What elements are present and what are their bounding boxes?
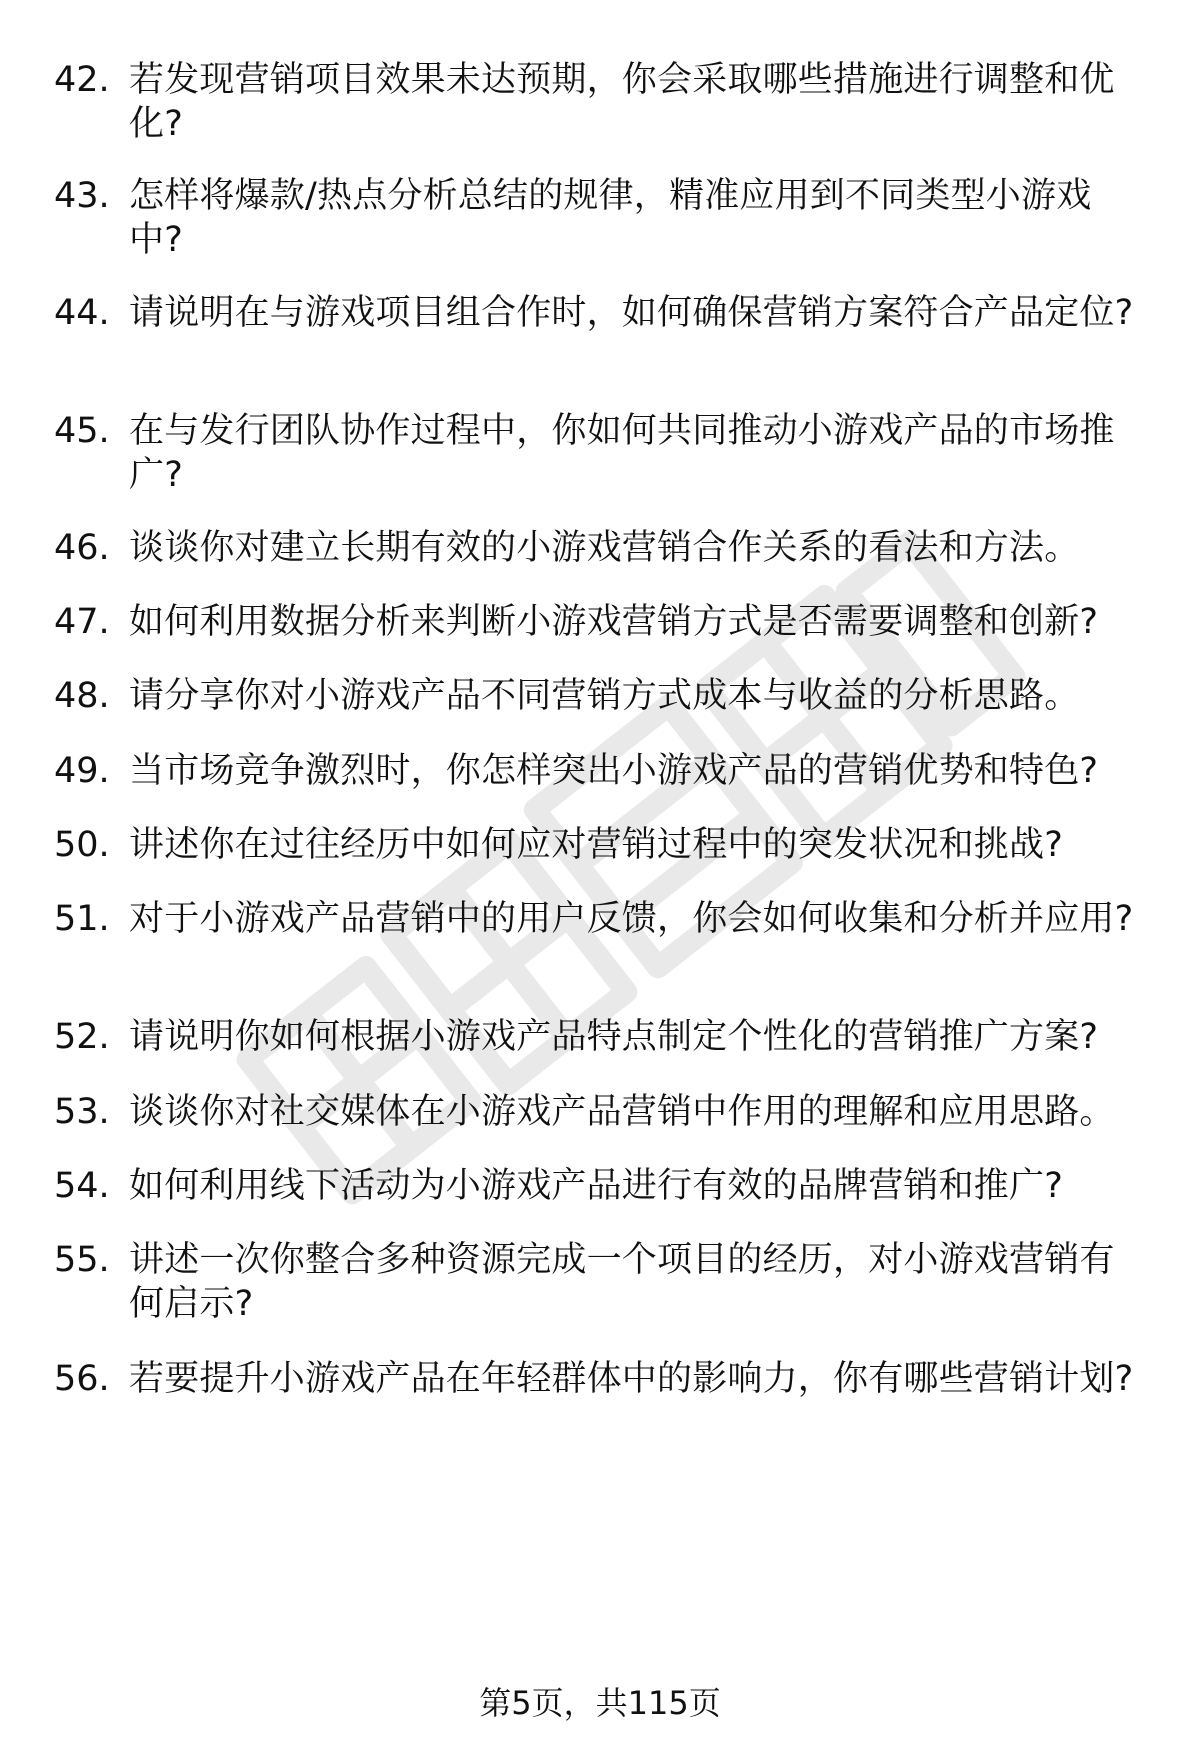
question-text: 若要提升小游戏产品在年轻群体中的影响力，你有哪些营销计划? <box>129 1359 1134 1399</box>
question-text: 在与发行团队协作过程中，你如何共同推动小游戏产品的市场推广? <box>129 411 1115 495</box>
question-number: 48. <box>54 676 110 716</box>
question-text: 请分享你对小游戏产品不同营销方式成本与收益的分析思路。 <box>129 676 1080 716</box>
question-number: 52. <box>54 1017 110 1057</box>
question-number: 44. <box>54 293 110 333</box>
question-number: 49. <box>54 751 110 791</box>
question-text: 如何利用线下活动为小游戏产品进行有效的品牌营销和推广? <box>129 1166 1063 1206</box>
question-number: 50. <box>54 825 110 865</box>
question-number: 47. <box>54 602 110 642</box>
question-number: 55. <box>54 1240 110 1280</box>
question-text: 对于小游戏产品营销中的用户反馈，你会如何收集和分析并应用? <box>129 899 1134 939</box>
question-text: 如何利用数据分析来判断小游戏营销方式是否需要调整和创新? <box>129 602 1099 642</box>
question-text: 讲述一次你整合多种资源完成一个项目的经历，对小游戏营销有何启示? <box>129 1240 1115 1324</box>
question-number: 51. <box>54 899 110 939</box>
question-text: 谈谈你对社交媒体在小游戏产品营销中作用的理解和应用思路。 <box>129 1092 1115 1132</box>
page-footer: 第5页，共115页 <box>479 1684 721 1722</box>
question-text: 谈谈你对建立长期有效的小游戏营销合作关系的看法和方法。 <box>129 528 1080 568</box>
question-text: 请说明在与游戏项目组合作时，如何确保营销方案符合产品定位? <box>129 293 1134 333</box>
question-number: 45. <box>54 411 110 451</box>
question-number: 43. <box>54 176 110 216</box>
question-number: 53. <box>54 1092 110 1132</box>
question-text: 怎样将爆款/热点分析总结的规律，精准应用到不同类型小游戏中? <box>129 176 1092 260</box>
question-number: 42. <box>54 60 110 100</box>
question-number: 56. <box>54 1359 110 1399</box>
question-text: 若发现营销项目效果未达预期，你会采取哪些措施进行调整和优化? <box>129 60 1115 144</box>
question-number: 54. <box>54 1166 110 1206</box>
question-text: 请说明你如何根据小游戏产品特点制定个性化的营销推广方案? <box>129 1017 1099 1057</box>
question-text: 当市场竞争激烈时，你怎样突出小游戏产品的营销优势和特色? <box>129 751 1099 791</box>
question-number: 46. <box>54 528 110 568</box>
question-text: 讲述你在过往经历中如何应对营销过程中的突发状况和挑战? <box>129 825 1063 865</box>
